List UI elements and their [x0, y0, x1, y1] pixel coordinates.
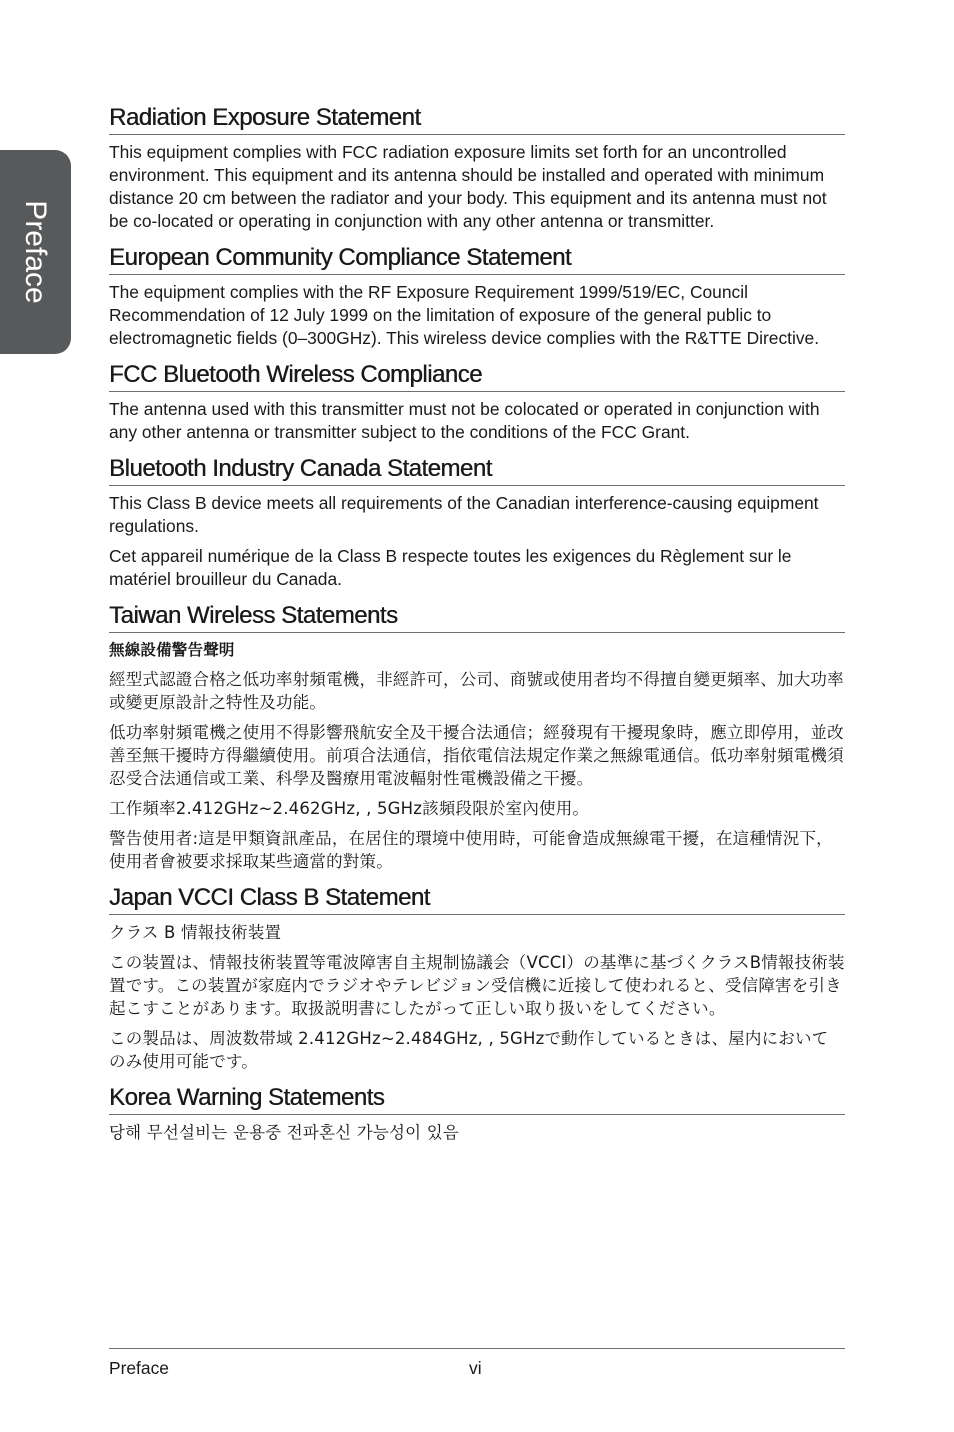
section-paragraph: この製品は、周波数帯域 2.412GHz~2.484GHz, , 5GHzで動作しているときは、屋内においてのみ使用可能です。 — [109, 1029, 829, 1071]
footer-divider — [109, 1348, 845, 1349]
section-heading: Korea Warning Statements — [109, 1083, 845, 1115]
section-heading: European Community Compliance Statement — [109, 243, 845, 275]
section-paragraph: 經型式認證合格之低功率射頻電機，非經許可，公司、商號或使用者均不得擅自變更頻率、加大功率或變更原設計之特性及功能。 — [109, 670, 844, 712]
side-tab-label: Preface — [19, 200, 52, 304]
section-radiation-exposure — [109, 103, 845, 233]
section-heading: Japan VCCI Class B Statement — [109, 883, 845, 915]
section-paragraph: この装置は、情報技術装置等電波障害自主規制協議会（VCCI）の基準に基づくクラスB情報技術装置です。この装置が家庭内でラジオやテレビジョン受信機に近接して使われると、受信障害を引き起こすことがあります。取扱説明書にしたがって正しい取り扱いをしてください。 — [109, 953, 845, 1018]
footer-section-name: Preface — [109, 1358, 169, 1378]
section-paragraph: 警告使用者:這是甲類資訊產品，在居住的環境中使用時，可能會造成無線電干擾，在這種情況下，使用者會被要求採取某些適當的對策。 — [109, 829, 833, 871]
section-paragraph: This equipment complies with FCC radiation exposure limits set forth for an uncontrolled environment. This equipment and its antenna should be installed and operated with minimum distance 20 cm between the radiator and your body. This equipment and its antenna must not be co-located or operating in conjunction with any other antenna or transmitter. — [109, 142, 827, 231]
section-japan-vcci — [109, 883, 845, 1073]
section-heading: Taiwan Wireless Statements — [109, 601, 845, 633]
section-fcc-bluetooth — [109, 360, 845, 444]
section-european-community — [109, 243, 845, 350]
section-paragraph: The antenna used with this transmitter must not be colocated or operated in conjunction with any other antenna or transmitter subject to the conditions of the FCC Grant. — [109, 399, 820, 442]
section-paragraph: This Class B device meets all requirements of the Canadian interference-causing equipment regulations. — [109, 493, 819, 536]
section-korea-warning — [109, 1083, 845, 1144]
section-heading: FCC Bluetooth Wireless Compliance — [109, 360, 845, 392]
section-heading: Bluetooth Industry Canada Statement — [109, 454, 845, 486]
section-paragraph: The equipment complies with the RF Exposure Requirement 1999/519/EC, Council Recommendation of 12 July 1999 on the limitation of exposure of the general public to electromagnetic fields (0–300GHz). This wireless device complies with the R&TTE Directive. — [109, 282, 820, 348]
section-paragraph: 低功率射頻電機之使用不得影響飛航安全及干擾合法通信；經發現有干擾現象時，應立即停用，並改善至無干擾時方得繼續使用。前項合法通信，指依電信法規定作業之無線電通信。低功率射頻電機須忍受合法通信或工業、科學及醫療用電波輻射性電機設備之干擾。 — [109, 723, 844, 788]
section-subheading: 無線設備警告聲明 — [109, 641, 235, 659]
section-heading: Radiation Exposure Statement — [109, 103, 845, 135]
page-content — [109, 103, 845, 1151]
footer-page-number: vi — [469, 1358, 482, 1378]
section-paragraph: 工作頻率2.412GHz~2.462GHz, , 5GHz該頻段限於室內使用。 — [109, 799, 590, 818]
section-taiwan-wireless — [109, 601, 845, 873]
section-paragraph: 당해 무선설비는 운용중 전파혼신 가능성이 있음 — [109, 1123, 460, 1142]
section-paragraph: クラス B 情報技術装置 — [109, 923, 282, 942]
section-bluetooth-canada — [109, 454, 845, 591]
section-paragraph: Cet appareil numérique de la Class B respecte toutes les exigences du Règlement sur le matériel brouilleur du Canada. — [109, 546, 792, 589]
